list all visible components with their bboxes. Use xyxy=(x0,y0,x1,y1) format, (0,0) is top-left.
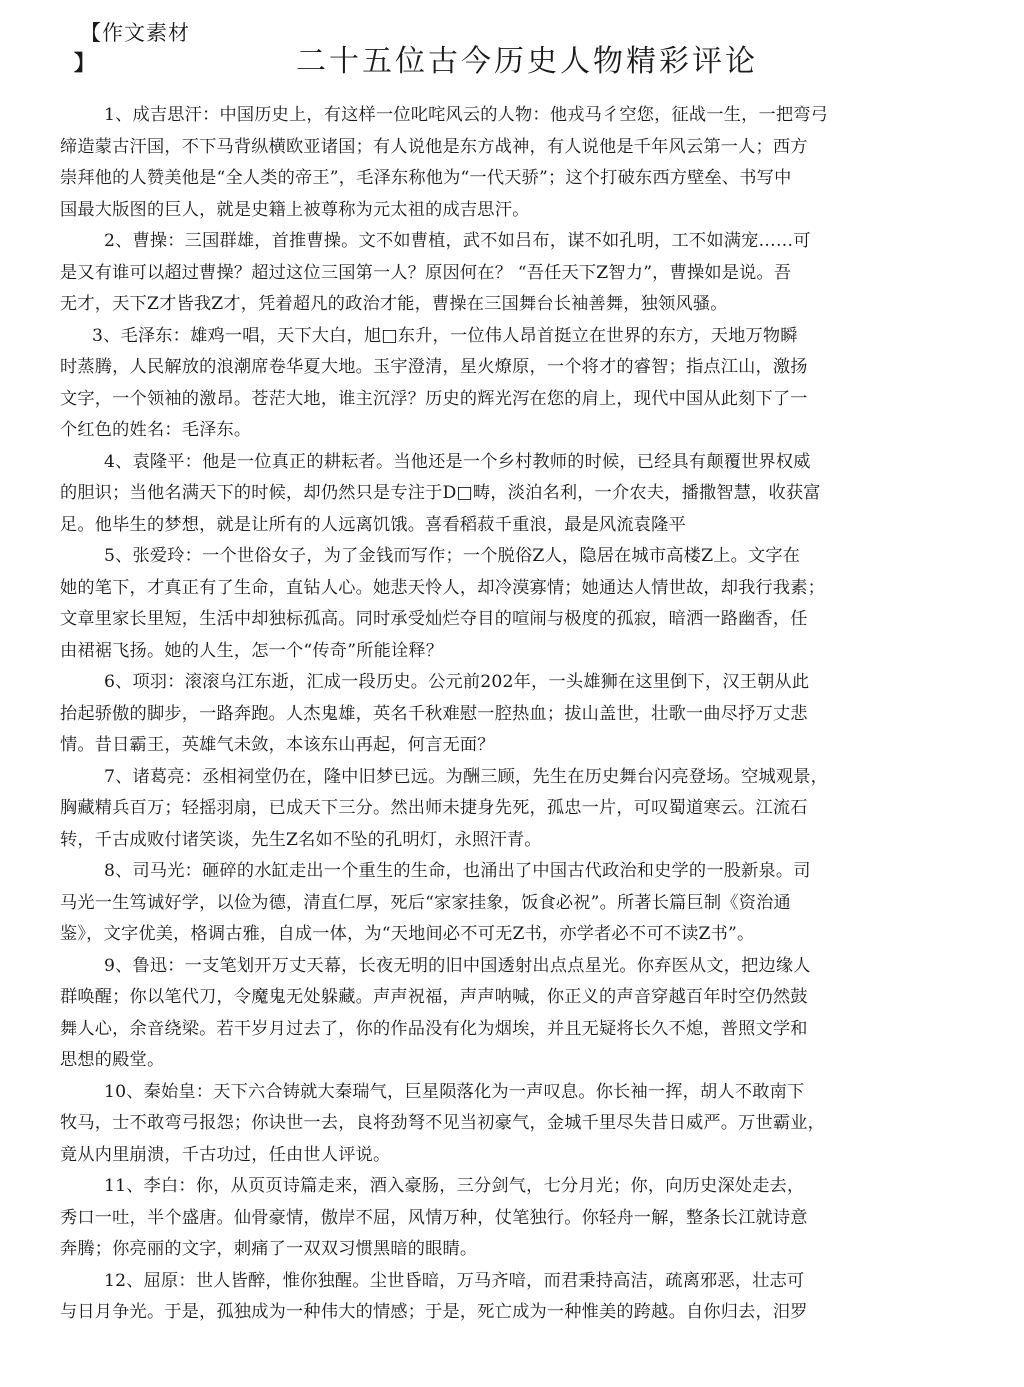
text-line: 转，千古成败付诸笑谈，先生Z名如不坠的孔明灯，永照汗青。 xyxy=(60,829,542,850)
text-line: 6、项羽：滚滚乌江东逝，汇成一段历史。公元前202年，一头雄狮在这里倒下，汉王朝从此 xyxy=(104,672,810,692)
text-line: 马光一生笃诚好学，以俭为德，清直仁厚，死后“家家挂象，饭食必祝”。所著长篇巨制《资治通 xyxy=(60,892,791,913)
text-line: 无才，天下Z才皆我Z才，凭着超凡的政治才能，曹操在三国舞台长袖善舞，独领风骚。 xyxy=(60,294,728,314)
text-line: 鉴》，文字优美，格调古雅，自成一体，为“天地间必不可无Z书，亦学者必不可不读Z书”。 xyxy=(60,924,755,944)
text-line: 缔造蒙古汗国，不下马背纵横欧亚诸国；有人说他是东方战神，有人说他是千年风云第一人；西方 xyxy=(60,136,808,157)
text-line: 崇拜他的人赞美他是“全人类的帝王”，毛泽东称他为“一代天骄”；这个打破东西方壁垒、书写中 xyxy=(60,168,792,188)
text-line: 2、曹操：三国群雄，首推曹操。文不如曹植，武不如吕布，谋不如孔明，工不如满宠……可 xyxy=(104,231,811,251)
text-line: 由裙裾飞扬。她的人生，怎一个“传奇”所能诠释？ xyxy=(60,640,444,661)
text-line: 文字，一个领袖的激昂。苍茫大地，谁主沉浮？历史的辉光泻在您的肩上，现代中国从此刻下了一 xyxy=(60,388,808,409)
text-line: 奔腾；你亮丽的文字，刺痛了一双双习惯黑暗的眼睛。 xyxy=(60,1239,478,1259)
document-body xyxy=(60,100,960,1329)
text-line: 舞人心，余音绕梁。若干岁月过去了，你的作品没有化为烟埃，并且无疑将长久不熄，普照文学和 xyxy=(60,1018,808,1039)
text-line: 秀口一吐，半个盛唐。仙骨豪情，傲岸不屈，风情万种，仗笔独行。你轻舟一解，整条长江就诗意 xyxy=(60,1207,808,1228)
text-line: 4、袁隆平：他是一位真正的耕耘者。当他还是一个乡村教师的时候，已经具有颠覆世界权威 xyxy=(104,451,811,472)
text-line: 牧马，士不敢弯弓报怨；你诀世一去，良将劲弩不见当初豪气，金城千里尽失昔日威严。万世霸业， xyxy=(60,1113,826,1133)
text-line: 时蒸腾，人民解放的浪潮席卷华夏大地。玉宇澄清，星火燎原，一个将才的睿智；指点江山，激扬 xyxy=(60,357,808,377)
page-title: 二十五位古今历史人物精彩评论 xyxy=(296,44,758,79)
text-line: 11、李白：你，从页页诗篇走来，酒入豪肠，三分剑气，七分月光；你，向历史深处走去， xyxy=(104,1176,805,1196)
text-line: 胸藏精兵百万；轻摇羽扇，已成天下三分。然出师未捷身先死，孤忠一片，可叹蜀道寒云。江流石 xyxy=(60,798,808,818)
text-line: 群唤醒；你以笔代刀，令魔鬼无处躲藏。声声祝福，声声呐喊，你正义的声音穿越百年时空仍然鼓 xyxy=(60,987,808,1007)
text-line: 国最大版图的巨人，就是史籍上被尊称为元太祖的成吉思汗。 xyxy=(60,199,530,220)
text-line: 9、鲁迅：一支笔划开万丈天幕，长夜无明的旧中国透射出点点星光。你弃医从文，把边缘人 xyxy=(104,955,811,976)
text-line: 足。他毕生的梦想，就是让所有的人远离饥饿。喜看稻菽千重浪，最是风流袁隆平 xyxy=(60,514,686,535)
text-line: 竟从内里崩溃，千古功过，任由世人评说。 xyxy=(60,1144,391,1165)
material-tag-close: 】 xyxy=(74,50,95,75)
material-tag: 【作文素材 xyxy=(80,21,190,45)
text-line: 8、司马光：砸碎的水缸走出一个重生的生命，也涌出了中国古代政治和史学的一股新泉。司 xyxy=(104,861,811,881)
text-line: 的胆识；当他名满天下的时候，却仍然只是专注于D□畴，淡泊名利，一介农夫，播撒智慧，收获富 xyxy=(60,483,821,503)
text-line: 她的笔下，才真正有了生命，直钻人心。她悲天怜人，却冷漠寡情；她通达人情世故，却我行我素； xyxy=(60,577,826,598)
text-line: 思想的殿堂。 xyxy=(60,1050,165,1070)
text-line: 5、张爱玲：一个世俗女子，为了金钱而写作；一个脱俗Z人，隐居在城市高楼Z上。文字在 xyxy=(104,546,801,566)
text-line: 12、屈原：世人皆醉，惟你独醒。尘世昏暗，万马齐喑，而君秉持高洁，疏离邪恶，壮志可 xyxy=(104,1270,805,1291)
text-line: 1、成吉思汗：中国历史上，有这样一位叱咤风云的人物：他戎马彳空您，征战一生，一把弯弓 xyxy=(104,105,829,125)
text-line: 10、秦始皇：天下六合铸就大秦瑞气，巨星陨落化为一声叹息。你长袖一挥，胡人不敢南下 xyxy=(104,1081,805,1102)
text-line: 文章里家长里短，生活中却独标孤高。同时承受灿烂夺目的喧闹与极度的孤寂，暗洒一路幽香，任 xyxy=(60,609,808,629)
text-line: 3、毛泽东：雄鸡一唱，天下大白，旭□东升，一位伟人昂首挺立在世界的东方，天地万物瞬 xyxy=(92,325,798,346)
text-line: 7、诸葛亮：丞相祠堂仍在，隆中旧梦已远。为酬三顾，先生在历史舞台闪亮登场。空城观景， xyxy=(104,766,829,787)
text-line: 与日月争光。于是，孤独成为一种伟大的情感；于是，死亡成为一种惟美的跨越。自你归去，汨罗 xyxy=(60,1302,808,1322)
text-line: 抬起骄傲的脚步，一路奔跑。人杰鬼雄，英名千秋难慰一腔热血；拔山盖世，壮歌一曲尽抒万丈悲 xyxy=(60,703,808,724)
text-line: 情。昔日霸王，英雄气未敛，本该东山再起，何言无面？ xyxy=(60,735,495,755)
text-line: 是又有谁可以超过曹操？超过这位三国第一人？原因何在？ “吾任天下Z智力”，曹操如是说。吾 xyxy=(60,262,792,283)
text-line: 个红色的姓名：毛泽东。 xyxy=(60,420,252,440)
